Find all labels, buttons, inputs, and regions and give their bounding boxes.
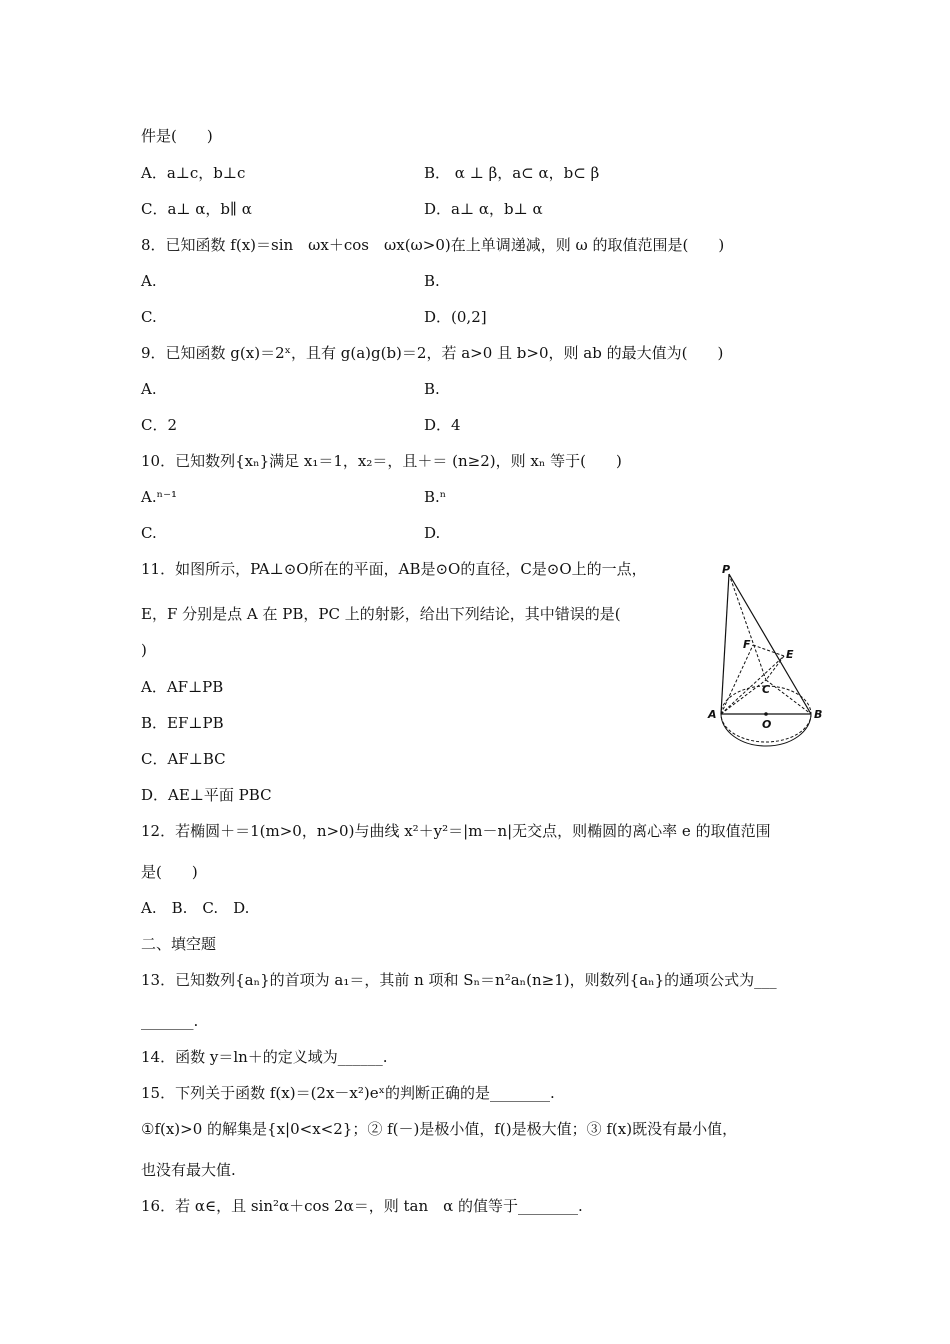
q8-option-a: A. — [141, 272, 157, 290]
q8-option-b: B. — [424, 272, 440, 290]
q14-stem: 14．函数 y＝ln＋的定义域为______. — [141, 1048, 388, 1066]
q9-option-d: D．4 — [424, 416, 461, 434]
label-e: E — [786, 648, 794, 661]
segment-ae — [721, 656, 784, 714]
q11-option-b: B．EF⊥PB — [141, 714, 224, 732]
q11-option-a: A．AF⊥PB — [141, 678, 224, 696]
q15-items-line1: ①f(x)>0 的解集是{x|0<x<2}；② f(－)是极小值，f()是极大值；③ f(x)既没有最小值， — [141, 1120, 738, 1138]
q9-option-a: A. — [141, 380, 157, 398]
q15-stem: 15．下列关于函数 f(x)＝(2x－x²)eˣ的判断正确的是________. — [141, 1084, 555, 1102]
q10-option-a: A.ⁿ⁻¹ — [141, 488, 178, 506]
label-f: F — [743, 638, 751, 651]
q11-option-c: C．AF⊥BC — [141, 750, 226, 768]
q8-option-d: D．(0,2] — [424, 308, 487, 326]
q7-stem-tail: 件是( ) — [141, 127, 213, 145]
q16-stem: 16．若 α∈，且 sin²α＋cos 2α＝，则 tan α 的值等于________. — [141, 1197, 583, 1215]
q7-option-a: A．a⊥c，b⊥c — [141, 164, 246, 182]
q7-option-c: C．a⊥ α，b∥ α — [141, 200, 252, 218]
segment-ec — [766, 656, 784, 680]
q10-option-c: C. — [141, 524, 157, 542]
cone-geometry-figure — [700, 560, 840, 750]
label-o: O — [762, 718, 772, 731]
q12-options: A. B. C. D. — [141, 899, 250, 917]
label-c: C — [762, 683, 771, 696]
q7-option-d: D．a⊥ α，b⊥ α — [424, 200, 543, 218]
q10-stem: 10．已知数列{xₙ}满足 x₁＝1，x₂＝，且＋＝ (n≥2)，则 xₙ 等于( ) — [141, 452, 622, 470]
segment-ac — [721, 680, 766, 714]
q9-option-b: B. — [424, 380, 440, 398]
q8-option-c: C. — [141, 308, 157, 326]
q11-stem-line2: E，F 分别是点 A 在 PB，PC 上的射影，给出下列结论，其中错误的是( — [141, 605, 621, 623]
label-a: A — [708, 708, 717, 721]
segment-fe — [753, 645, 784, 656]
q12-stem-line1: 12．若椭圆＋＝1(m>0，n>0)与曲线 x²＋y²＝|m－n|无交点，则椭圆的离心率 e 的取值范围 — [141, 822, 771, 840]
q9-stem: 9．已知函数 g(x)＝2ˣ，且有 g(a)g(b)＝2，若 a>0 且 b>0，则 ab 的最大值为( ) — [141, 344, 724, 362]
q7-option-b: B． α ⊥ β，a⊂ α，b⊂ β — [424, 164, 600, 182]
q10-option-d: D. — [424, 524, 441, 542]
q11-option-d: D．AE⊥平面 PBC — [141, 786, 272, 804]
q13-stem-line1: 13．已知数列{aₙ}的首项为 a₁＝，其前 n 项和 Sₙ＝n²aₙ(n≥1)，则数列{aₙ}的通项公式为___ — [141, 971, 777, 989]
segment-af — [721, 645, 753, 714]
q10-option-b: B.ⁿ — [424, 488, 447, 506]
edge-pa — [721, 574, 729, 714]
label-p: P — [722, 563, 731, 576]
center-point-o — [764, 712, 768, 716]
q15-items-line2: 也没有最大值. — [141, 1161, 236, 1179]
section-heading: 二、填空题 — [141, 935, 217, 953]
q11-stem-line3: ) — [141, 641, 147, 659]
q8-stem: 8．已知函数 f(x)＝sin ωx＋cos ωx(ω>0)在上单调递减，则 ω 的取值范围是( ) — [141, 236, 725, 254]
segment-cb — [766, 680, 811, 714]
q11-stem-line1: 11．如图所示，PA⊥⊙O所在的平面，AB是⊙O的直径，C是⊙O上的一点， — [141, 560, 647, 578]
q9-option-c: C．2 — [141, 416, 178, 434]
label-b: B — [814, 708, 823, 721]
q12-stem-line2: 是( ) — [141, 863, 198, 881]
q13-stem-line2: _______. — [141, 1012, 199, 1030]
